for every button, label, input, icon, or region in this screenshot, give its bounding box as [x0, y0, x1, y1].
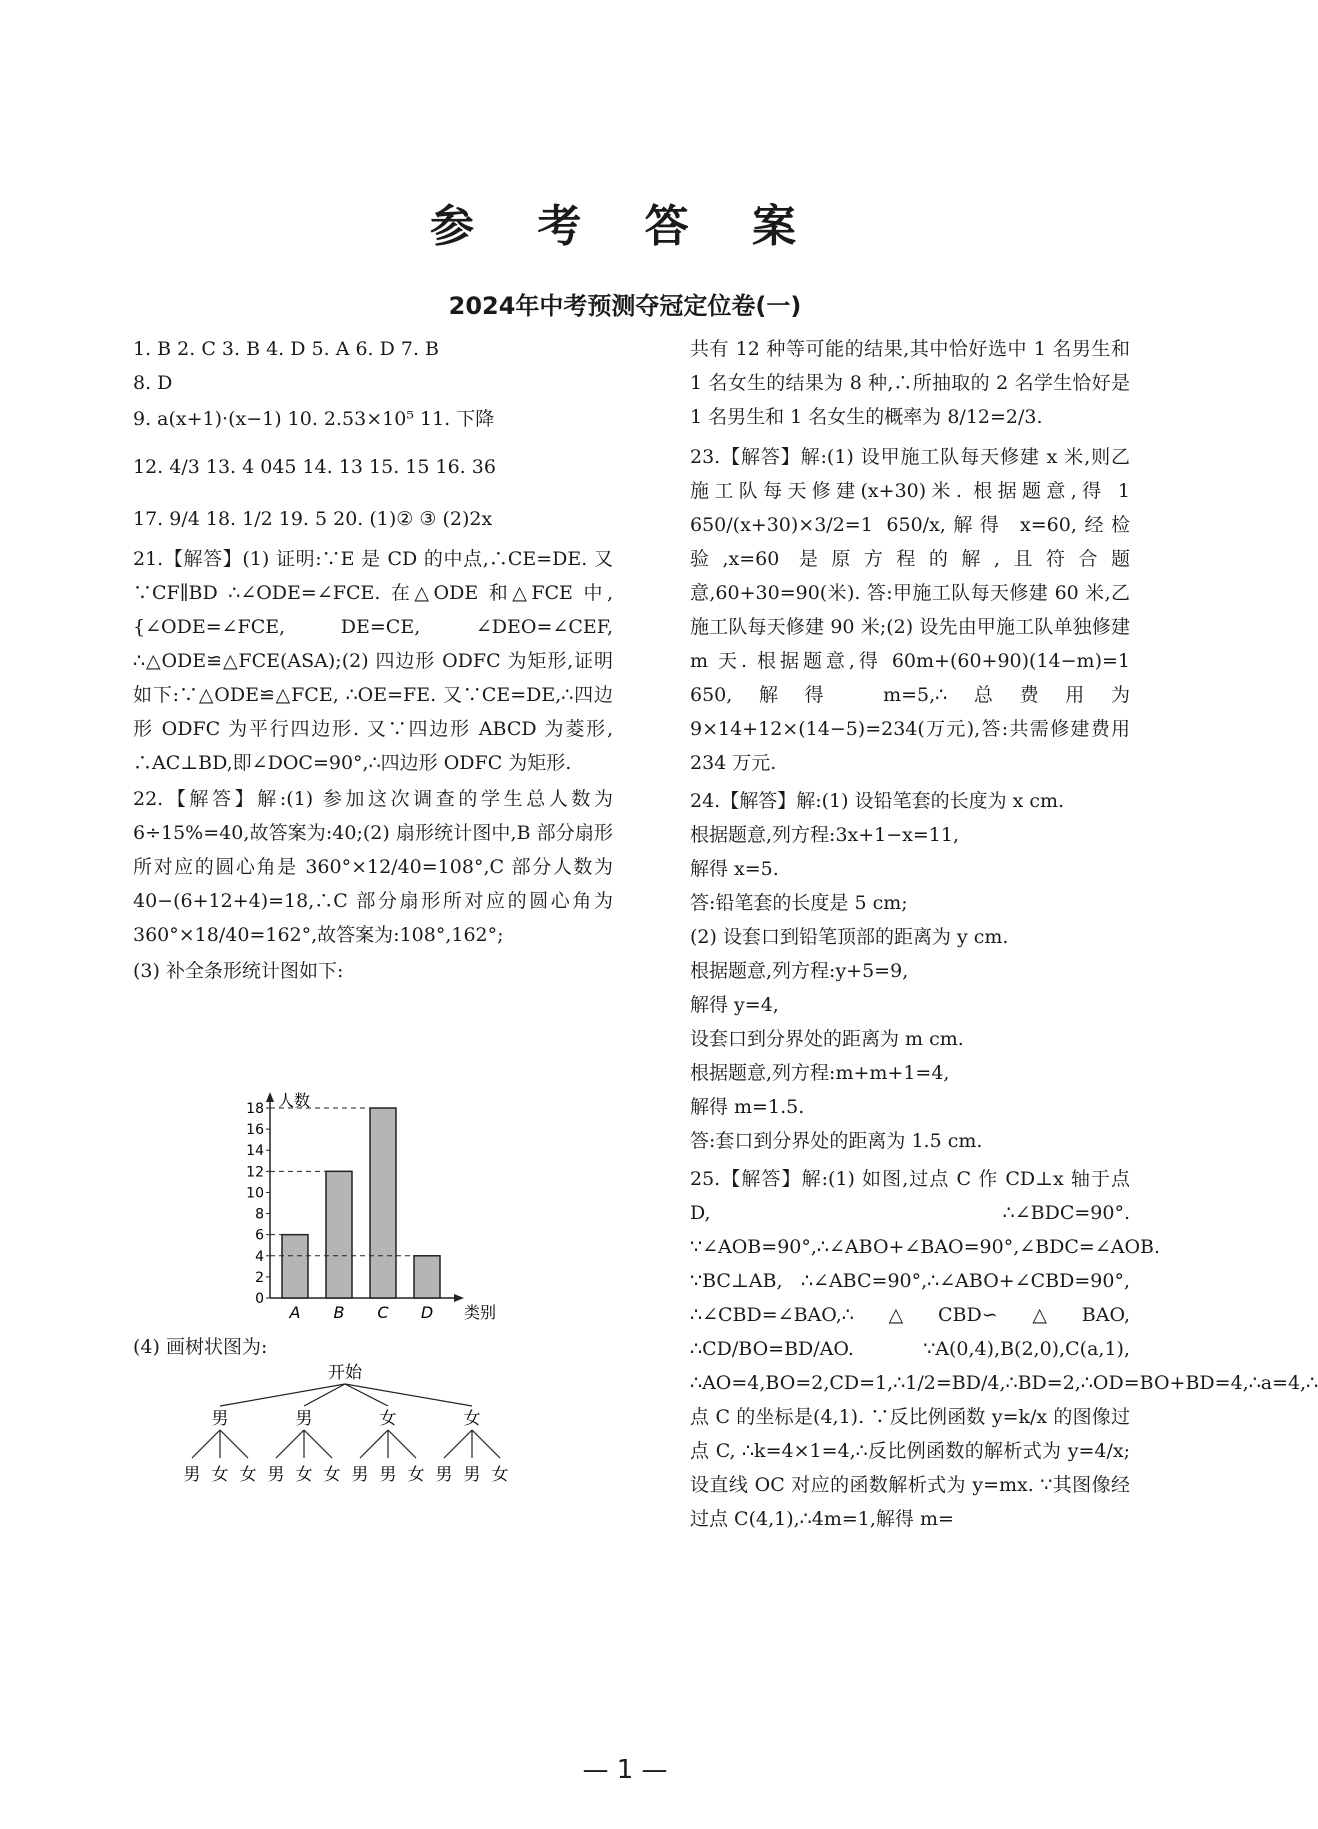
tree-level2-label: 男 [379, 1465, 397, 1485]
right-column [690, 332, 1318, 1536]
bar-chart [240, 1088, 540, 1328]
tree-level1-label: 男 [295, 1409, 313, 1429]
answer-24-line: 答:铅笔套的长度是 5 cm; [690, 892, 908, 914]
y-tick-label: 10 [246, 1185, 264, 1202]
answer-23: 23.【解答】解:(1) 设甲施工队每天修建 x 米,则乙施工队每天修建(x+30)米. 根据题意,得 1 650/(x+30)×3/2=1 650/x,解得 x=60,经检验,x=60 是原方程的解,且符合题意,60+30=90(米). 答:甲施工队每天修建 60 米,乙施工队每天修建 90 米;(2) 设先由甲施工队单独修建 m 天. 根据题意,得 60m+(60+90)(14−m)=1 650,解得 m=5,∴总费用为 9×14+12×(14−5)=234(万元),答:共需修建费用 234 万元. [690, 446, 1130, 774]
answer-24-line: 根据题意,列方程:y+5=9, [690, 960, 909, 982]
y-tick-label: 4 [255, 1248, 264, 1265]
tree-level2-label: 男 [351, 1465, 369, 1485]
y-tick-label: 18 [246, 1101, 264, 1117]
answer-24-line: 根据题意,列方程:3x+1−x=11, [690, 824, 960, 846]
tree-branch [220, 1430, 248, 1458]
y-tick-label: 2 [255, 1269, 264, 1286]
answer-22-part3: (3) 补全条形统计图如下: [133, 960, 344, 982]
x-axis-arrow [454, 1294, 464, 1302]
y-axis-label: 人数 [278, 1091, 311, 1110]
x-tick-label: D [420, 1303, 434, 1322]
tree-level2-label: 女 [239, 1465, 257, 1485]
answer-25: 25.【解答】解:(1) 如图,过点 C 作 CD⊥x 轴于点 D, ∴∠BDC=90°. ∵∠AOB=90°,∴∠ABO+∠BAO=90°,∠BDC=∠AOB. ∵BC⊥AB, ∴∠ABC=90°,∴∠ABO+∠CBD=90°, ∴∠CBD=∠BAO,∴△CBD∽△BAO, ∴CD/BO=BD/AO. ∵A(0,4),B(2,0),C(a,1), ∴AO=4,BO=2,CD=1,∴1/2=BD/4,∴BD=2,∴OD=BO+BD=4,∴a=4,∴点 C 的坐标是(4,1). ∵反比例函数 y=k/x 的图像过点 C, ∴k=4×1=4,∴反比例函数的解析式为 y=4/x;设直线 OC 对应的函数解析式为 y=mx. ∵其图像经过点 C(4,1),∴4m=1,解得 m= [690, 1168, 1318, 1530]
page-title: 参 考 答 案 [430, 201, 820, 252]
tree-level2-label: 男 [267, 1465, 285, 1485]
answer-21: 21.【解答】(1) 证明:∵E 是 CD 的中点,∴CE=DE. 又∵CF∥BD ∴∠ODE=∠FCE. 在△ODE 和△FCE 中, {∠ODE=∠FCE, DE=CE, ∠DEO=∠CEF, ∴△ODE≌△FCE(ASA);(2) 四边形 ODFC 为矩形,证明如下:∵△ODE≌△FCE, ∴OE=FE. 又∵CE=DE,∴四边形 ODFC 为平行四边形. 又∵四边形 ABCD 为菱形, ∴AC⊥BD,即∠DOC=90°,∴四边形 ODFC 为矩形. [133, 548, 613, 774]
tree-branch [304, 1430, 332, 1458]
answer-22: 22.【解答】解:(1) 参加这次调查的学生总人数为 6÷15%=40,故答案为:40;(2) 扇形统计图中,B 部分扇形所对应的圆心角是 360°×12/40=108°,C 部分人数为 40−(6+12+4)=18,∴C 部分扇形所对应的圆心角为 360°×18/40=162°,故答案为:108°,162°; [133, 788, 613, 946]
tree-level2-label: 男 [463, 1465, 481, 1485]
tree-diagram [183, 1360, 570, 1510]
bar [326, 1171, 352, 1298]
tree-level2-label: 男 [435, 1465, 453, 1485]
bar [282, 1235, 308, 1298]
tree-branch [276, 1430, 304, 1458]
x-axis-label: 类别 [464, 1303, 497, 1322]
y-tick-label: 16 [246, 1122, 264, 1139]
answer-24-line: 解得 m=1.5. [690, 1096, 805, 1118]
fill-answers-row-3: 17. 9/4 18. 1/2 19. 5 20. (1)② ③ (2)2x [133, 508, 493, 530]
tree-level1-label: 女 [379, 1409, 397, 1429]
x-tick-label: B [333, 1303, 345, 1322]
answer-24-line: 解得 y=4, [690, 994, 779, 1016]
tree-level2-label: 女 [211, 1465, 229, 1485]
tree-branch [220, 1384, 345, 1406]
mc-answers-row-2: 8. D [133, 372, 173, 394]
tree-branch [192, 1430, 220, 1458]
tree-level1-label: 女 [463, 1409, 481, 1429]
answer-24-line: 设套口到分界处的距离为 m cm. [690, 1028, 964, 1050]
tree-level2-label: 女 [407, 1465, 425, 1485]
answer-24-line: 答:套口到分界处的距离为 1.5 cm. [690, 1130, 983, 1152]
fill-answers-row-1: 9. a(x+1)·(x−1) 10. 2.53×10⁵ 11. 下降 [133, 408, 495, 430]
y-tick-label: 6 [255, 1227, 264, 1244]
answer-22-continued: 共有 12 种等可能的结果,其中恰好选中 1 名男生和 1 名女生的结果为 8 种,∴所抽取的 2 名学生恰好是 1 名男生和 1 名女生的概率为 8/12=2/3. [690, 338, 1130, 428]
y-tick-label: 12 [246, 1164, 264, 1181]
tree-branch [360, 1430, 388, 1458]
left-column [133, 332, 613, 988]
answer-24-line: 24.【解答】解:(1) 设铅笔套的长度为 x cm. [690, 790, 1065, 812]
tree-root-label: 开始 [328, 1363, 362, 1383]
tree-branch [388, 1430, 416, 1458]
tree-level2-label: 男 [183, 1465, 201, 1485]
answer-22-part4: (4) 画树状图为: [133, 1336, 268, 1358]
fill-answers-row-2: 12. 4/3 13. 4 045 14. 13 15. 15 16. 36 [133, 456, 496, 478]
answer-24-line: 解得 x=5. [690, 858, 779, 880]
tree-level2-label: 女 [295, 1465, 313, 1485]
tree-level2-label: 女 [491, 1465, 509, 1485]
tree-branch [345, 1384, 472, 1406]
x-tick-label: A [289, 1303, 301, 1322]
tree-branch [444, 1430, 472, 1458]
tree-level1-label: 男 [211, 1409, 229, 1429]
y-tick-label: 0 [255, 1291, 264, 1307]
tree-level2-label: 女 [323, 1465, 341, 1485]
answer-24 [690, 784, 1130, 1158]
y-tick-label: 8 [255, 1206, 264, 1223]
bar [370, 1108, 396, 1298]
y-tick-label: 14 [246, 1143, 264, 1160]
answer-24-line: (2) 设套口到铅笔顶部的距离为 y cm. [690, 926, 1009, 948]
mc-answers-row-1: 1. B 2. C 3. B 4. D 5. A 6. D 7. B [133, 338, 440, 360]
bar [414, 1256, 440, 1298]
exam-subtitle: 2024年中考预测夺冠定位卷(一) [448, 292, 802, 320]
tree-branch [472, 1430, 500, 1458]
answer-24-line: 根据题意,列方程:m+m+1=4, [690, 1062, 950, 1084]
y-axis-arrow [266, 1092, 274, 1102]
x-tick-label: C [377, 1303, 389, 1322]
page-number: — 1 — [582, 1755, 668, 1785]
